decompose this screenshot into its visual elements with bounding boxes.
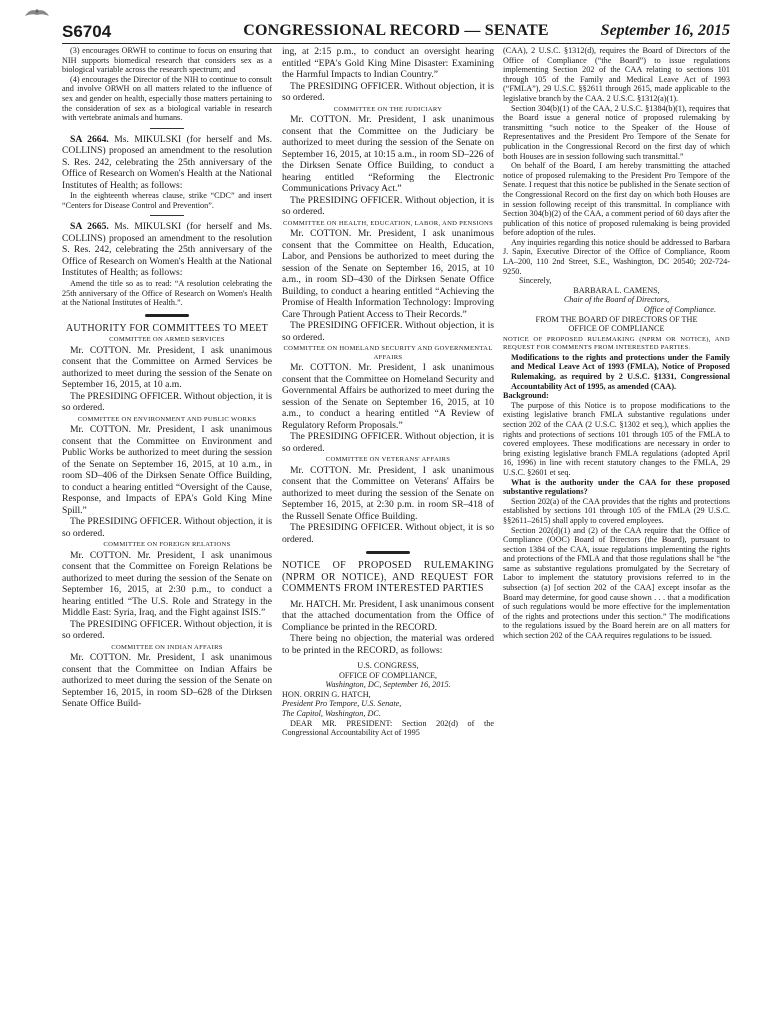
request-text: Mr. COTTON. Mr. President, I ask unanimous consent that the Committee on Veterans' Affairs be authorized to meet during the session of the Senate on September 16, 2015, at 2:30 p.m. in room SR–418 of the Russell Senate Office Building. [282, 464, 494, 522]
committee-caption: COMMITTEE ON ARMED SERVICES [109, 336, 225, 344]
page-number: S6704 [62, 22, 112, 41]
separator-rule [150, 128, 184, 129]
clause-4: (4) encourages the Director of the NIH to continue to consult and involve ORWH on all matters related to the influence of sex and gender on health, especially those matters pertaining to the consideration of sex as a biological variable in research with vertebrate animals and humans. [62, 74, 272, 123]
signature-title: Office of Compliance. [643, 305, 716, 315]
ordered-text: The PRESIDING OFFICER. Without objection, it is so ordered. [282, 320, 494, 343]
letter-paragraph: Any inquiries regarding this notice should be addressed to Barbara J. Sapin, Executive Director of the Office of Compliance, Room LA–200, 110 2nd Street, S.E., Washington, DC 20540; 202-724-9250. [503, 237, 730, 276]
committee-caption: COMMITTEE ON FOREIGN RELATIONS [103, 541, 231, 549]
signature-name: BARBARA L. CAMENS, [573, 285, 660, 295]
issue-date: September 16, 2015 [600, 22, 730, 39]
request-text: Mr. COTTON. Mr. President, I ask unanimous consent that the Committee on the Judiciary be authorized to meet during the session of the Senate on September 16, 2015, at 10:15 a.m., in room SD–226 of the Dirksen Senate Office Building, to conduct a hearing entitled “Reforming the Electronic Communications Privacy Act.” [282, 114, 494, 194]
committee-caption: COMMITTEE ON INDIAN AFFAIRS [111, 643, 223, 651]
ordered-text: The PRESIDING OFFICER. Without objection, it is so ordered. [62, 516, 272, 539]
notice-caption: NOTICE OF PROPOSED RULEMAKING (NPRM OR NOTICE), AND REQUEST FOR COMMENTS FROM INTERESTED PARTIES. [503, 335, 730, 352]
from-line: OFFICE OF COMPLIANCE [568, 324, 665, 334]
authority-paragraph: Section 202(d)(1) and (2) of the CAA require that the Office of Compliance (OOC) Board of Directors (the Board), pursuant to section 1384 of the CAA, issue regulations implementing the rights and protections of the FMLA and that those regulations shall be “the same as substantive regulations promulgated by the Secretary of Labor to implement the statutory provisions referred to in the subsection (a) [of section 202 of the CAA] except insofar as the Board may determine, for good cause shown . . . that a modification of such regulations would be more effective for the implementation of the rights and protections under this section.” The modifications to the regulations issued by the Board herein are on all matters for which section 202 of the CAA requires regulations to be issued. [503, 525, 730, 641]
separator-rule [150, 215, 184, 216]
section-divider [145, 314, 189, 317]
ordered-text: The PRESIDING OFFICER. Without objection, it is so ordered. [282, 431, 494, 454]
amendment-sa2665 [62, 221, 272, 279]
request-text: Mr. COTTON. Mr. President, I ask unanimous consent that the Committee on Health, Education, Labor, and Pensions be authorized to meet during the session of the Senate on September 16, 2015, at 10 a.m., in room SD–430 of the Dirksen Senate Office Building, to conduct a hearing entitled “Achieving the Promise of Health Information Technology: Improving Care Through Patient Access to Their Records.” [282, 228, 494, 320]
ordered-text: The PRESIDING OFFICER. Without objection, it is so ordered. [62, 390, 272, 414]
header-rule [62, 43, 730, 44]
committee-caption: COMMITTEE ON THE JUDICIARY [333, 105, 443, 113]
gpo-eagle-logo-icon [24, 6, 50, 20]
request-text: Mr. COTTON. Mr. President, I ask unanimous consent that the Committee on Environment and Public Works be authorized to meet during the session of the Senate on September 16, 2015, at 10 a.m., in room SD–406 of the Dirksen Senate Office Building, to conduct a hearing entitled “Oversight of the Cause, Response, and Impacts of EPA's Gold King Mine Spill.” [62, 424, 272, 516]
letter-paragraph: Section 304(b)(1) of the CAA, 2 U.S.C. §1384(b)(1), requires that the Board issue a general notice of proposed rulemaking by transmitting “such notice to the Speaker of the House of Representatives and the President Pro Tempore of the Senate for publication in the Congressional Record on the first day of which both Houses are in session following such transmittal.” [503, 103, 730, 161]
address-line: U.S. CONGRESS, [357, 661, 419, 670]
request-text: Mr. COTTON. Mr. President, I ask unanimous consent that the Committee on Indian Affairs be authorized to meet during the session of the Senate on September 16, 2015, in room SD–628 of the Dirksen Senate Office Build- [62, 652, 272, 710]
from-line: FROM THE BOARD OF DIRECTORS OF THE [535, 314, 698, 324]
notice-subject: Modifications to the rights and protections under the Family and Medical Leave Act of 1993 (FMLA), Notice of Proposed Rulemaking, as required by 2 U.S.C. §1331, Congressional Accountability Act of 1995, as amended (CAA). [511, 352, 730, 391]
publication-title: CONGRESSIONAL RECORD — SENATE [243, 22, 549, 39]
column-1 [62, 46, 272, 1011]
signature-title: Chair of the Board of Directors, [563, 295, 670, 305]
column-2 [282, 46, 494, 1011]
section-divider [366, 551, 410, 554]
background-paragraph: The purpose of this Notice is to propose modifications to the existing legislative branch FMLA substantive regulations under section 202 of the CAA (2 U.S.C. §1302 et seq.), which applies the rights and protections of sections 101 through 105 of the FMLA to covered employees. These modifications are necessary in order to bring existing legislative branch FMLA regulations (adopted April 16, 1996) in line with recent statutory changes to the FMLA, 29 U.S.C. §2601 et seq. [503, 400, 730, 477]
background-label: Background: [503, 391, 549, 401]
amendment-body: Amend the title so as to read: “A resolution celebrating the 25th anniversary of the Office of Research on Women's Health at the National Institutes of Health.”. [62, 278, 272, 308]
recipient-line: HON. ORRIN G. HATCH, [282, 689, 371, 699]
clause-3: (3) encourages ORWH to continue to focus on ensuring that NIH supports biomedical research that considers sex as a biological variable across the research spectrum; and [62, 46, 272, 75]
request-text: Mr. COTTON. Mr. President, I ask unanimous consent that the Committee on Armed Services be authorized to meet during the session of the Senate on September 16, 2015, at 10 a.m. [62, 344, 272, 391]
request-text-continued: ing, at 2:15 p.m., to conduct an oversight hearing entitled “EPA's Gold King Mine Disaster: Examining the Harmful Impacts to Indian Country.” [282, 46, 494, 80]
committee-caption: COMMITTEE ON HEALTH, EDUCATION, LABOR, AND PENSIONS [282, 219, 494, 227]
page-header [62, 22, 730, 42]
committee-caption: COMMITTEE ON VETERANS' AFFAIRS [325, 456, 451, 463]
ordered-text: The PRESIDING OFFICER. Without object, it is so ordered. [282, 522, 494, 545]
amendment-body: In the eighteenth whereas clause, strike “CDC” and insert “Centers for Disease Control and Prevention”. [62, 191, 272, 210]
recipient-line: President Pro Tempore, U.S. Senate, [282, 699, 402, 709]
committee-caption: COMMITTEE ON ENVIRONMENT AND PUBLIC WORKS [77, 415, 257, 423]
committee-caption: COMMITTEE ON HOMELAND SECURITY AND GOVERNMENTAL AFFAIRS [283, 345, 493, 361]
ordered-text: There being no objection, the material was ordered to be printed in the RECORD, as follows: [282, 633, 494, 656]
letter-paragraph: On behalf of the Board, I am hereby transmitting the attached notice of proposed rulemaking to the President Pro Tempore of the Senate. I request that this notice be published in the Senate section of the Congressional Record on the first day on which both Houses are in session following receipt of this transmittal. In compliance with Section 304(b)(2) of the CAA, a comment period of 60 days after the publication of this notice of proposed rulemaking is being provided before adoption of the rules. [503, 161, 730, 238]
hatch-request: Mr. HATCH. Mr. President, I ask unanimous consent that the attached documentation from the Office of Compliance be printed in the RECORD. [282, 598, 494, 633]
amendment-sa2664 [62, 134, 272, 192]
section-heading: NOTICE OF PROPOSED RULEMAKING (NPRM OR NOTICE), AND REQUEST FOR COMMENTS FROM INTERESTED PARTIES [282, 560, 494, 594]
address-line: OFFICE OF COMPLIANCE, [338, 670, 438, 680]
amendment-intro: Ms. MIKULSKI (for herself and Ms. COLLINS) proposed an amendment to the resolution S. Res. 242, celebrating the 25th anniversary of the Office of Research on Women's Health at the National Institutes of Health; as follows: [62, 221, 272, 279]
question-heading: What is the authority under the CAA for these proposed substantive regulations? [503, 477, 730, 497]
address-line: Washington, DC, September 16, 2015. [325, 680, 451, 690]
recipient-line: The Capitol, Washington, DC. [282, 708, 381, 718]
authority-paragraph: Section 202(a) of the CAA provides that the rights and protections established by sections 101 through 105 of the FMLA (29 U.S.C. §§2611–2615) shall apply to covered employees. [503, 496, 730, 525]
amendment-number: SA 2664. [70, 133, 109, 145]
letter-paragraph: (CAA), 2 U.S.C. §1312(d), requires the Board of Directors of the Office of Compliance (“the Board”) to issue regulations implementing Section 202 of the CAA relating to sections 101 through 105 of the Family and Medical Leave Act of 1993 (“FMLA”), 29 U.S.C. §§2611 through 2615, made applicable to the legislative branch by the CAA. 2 U.S.C. §1312(a)(1). [503, 46, 730, 103]
request-text: Mr. COTTON. Mr. President, I ask unanimous consent that the Committee on Foreign Relations be authorized to meet during the session of the Senate on September 16, 2015, at 2:30 p.m., to conduct a hearing entitled “The U.S. Role and Strategy in the Middle East: Syria, Iraq, and the Fight against ISIS.” [62, 549, 272, 619]
amendment-number: SA 2665. [70, 221, 109, 233]
column-3 [503, 46, 730, 1011]
closing: Sincerely, [519, 276, 552, 286]
ordered-text: The PRESIDING OFFICER. Without objection, it is so ordered. [282, 80, 494, 103]
amendment-intro: Ms. MIKULSKI (for herself and Ms. COLLINS) proposed an amendment to the resolution S. Res. 242, celebrating the 25th anniversary of the Office of Research on Women's Health at the National Institutes of Health; as follows: [62, 133, 272, 191]
ordered-text: The PRESIDING OFFICER. Without objection, it is so ordered. [62, 618, 272, 642]
letter-salutation: DEAR MR. PRESIDENT: Section 202(d) of the Congressional Accountability Act of 1995 [282, 718, 494, 738]
request-text: Mr. COTTON. Mr. President, I ask unanimous consent that the Committee on Homeland Security and Governmental Affairs be authorized to meet during the session of the Senate on September 16, 2015, at 10 a.m., to conduct a hearing entitled “A Review of Regulatory Reform Proposals.” [282, 362, 494, 431]
ordered-text: The PRESIDING OFFICER. Without objection, it is so ordered. [282, 194, 494, 217]
section-heading: AUTHORITY FOR COMMITTEES TO MEET [65, 322, 269, 334]
